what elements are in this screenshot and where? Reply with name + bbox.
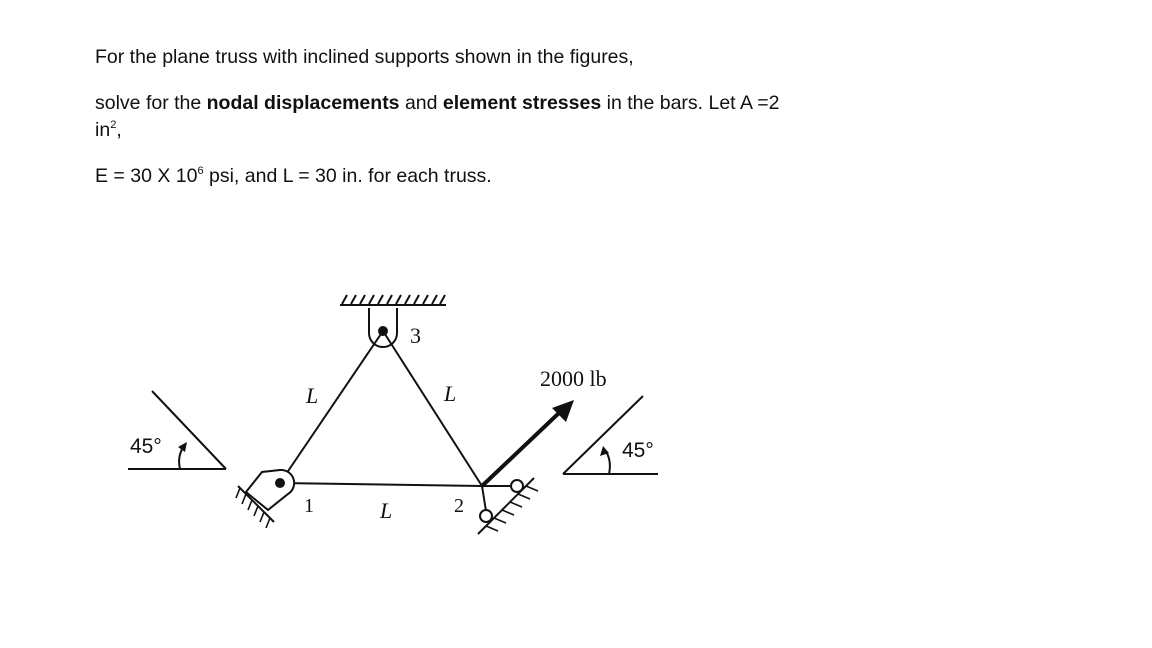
problem-line-2: solve for the nodal displacements and element stresses in the bars. Let A =2 xyxy=(95,92,780,114)
node-1-label: 1 xyxy=(304,495,314,517)
node-2-label: 2 xyxy=(454,495,464,517)
member-bottom xyxy=(280,483,482,486)
member-bottom-label: L xyxy=(380,498,393,523)
problem-line-1: For the plane truss with inclined supports shown in the figures, xyxy=(95,46,634,68)
node-1-support xyxy=(236,470,294,528)
left-angle-label: 45° xyxy=(130,435,162,458)
member-left xyxy=(280,331,383,483)
member-right-label: L xyxy=(444,381,457,406)
node-3-label: 3 xyxy=(410,323,421,348)
load-arrow xyxy=(482,400,574,486)
right-angle-reference xyxy=(563,396,658,474)
problem-line-4: E = 30 X $10^6$ psi, and L = 30 in. for each truss. xyxy=(95,165,492,187)
member-left-label: L xyxy=(306,383,319,408)
member-right xyxy=(383,331,482,486)
element-stresses-bold: element stresses xyxy=(442,92,602,114)
ceiling-support xyxy=(340,295,446,305)
right-angle-label: 45° xyxy=(622,439,654,462)
nodal-displacements-bold: nodal displacements xyxy=(206,92,400,114)
load-label: 2000 lb xyxy=(540,366,607,391)
node-2-roller-support xyxy=(478,478,538,534)
problem-line-3: $in^2$, xyxy=(95,119,122,141)
truss-members xyxy=(280,331,482,486)
